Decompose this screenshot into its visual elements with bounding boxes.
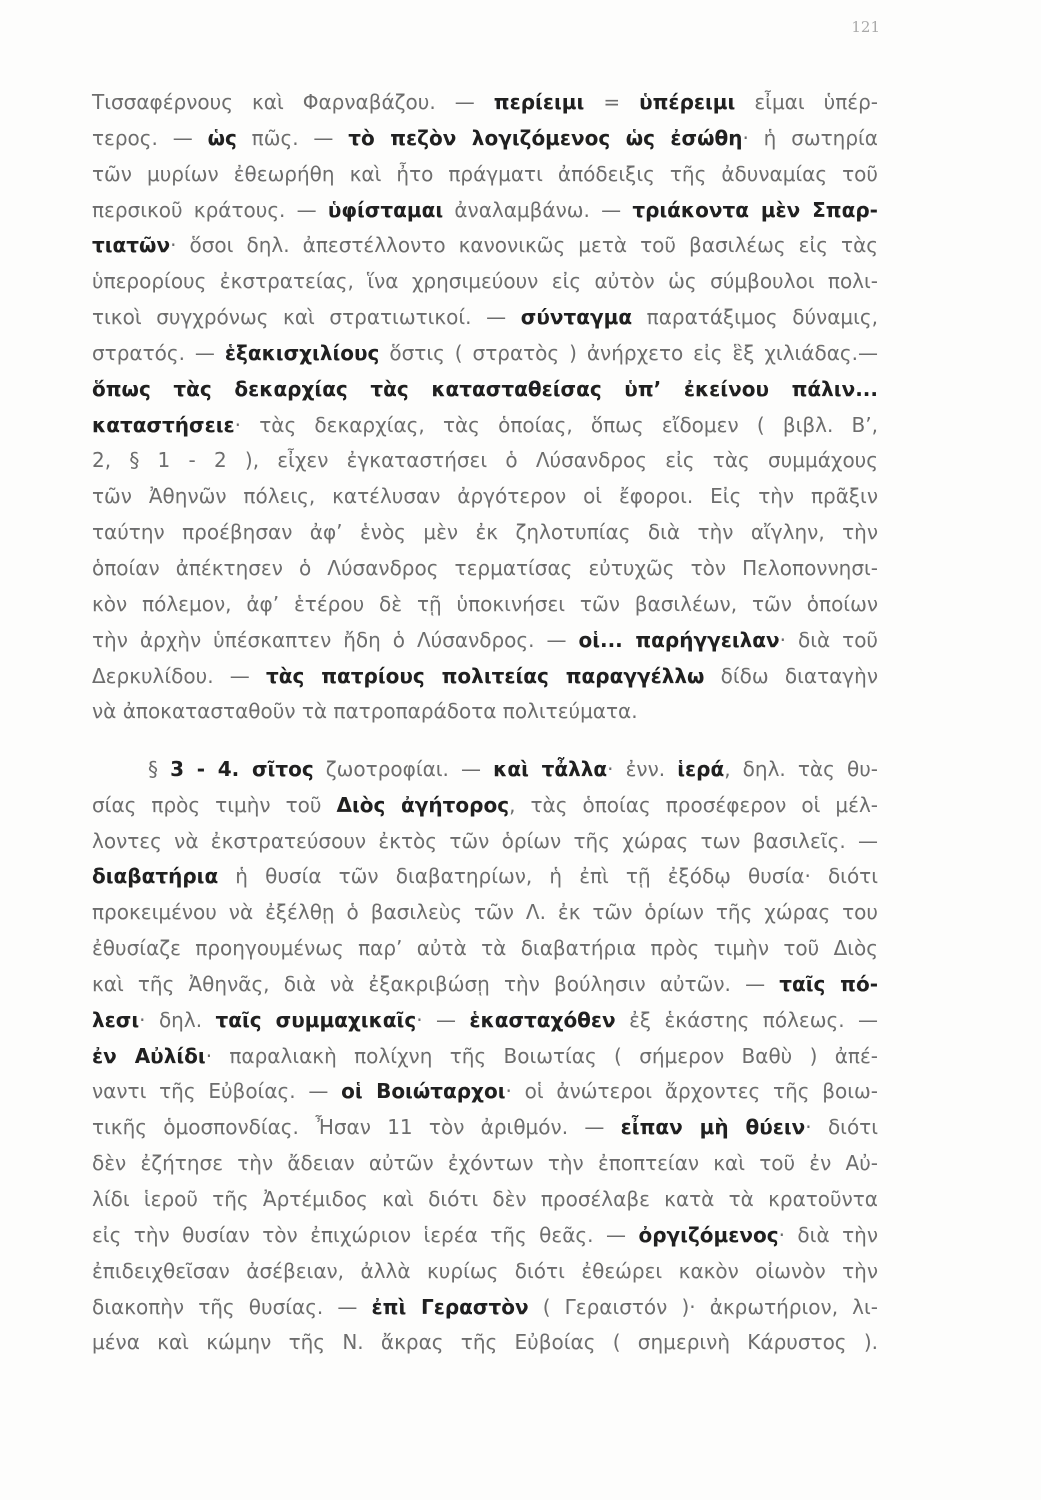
text-line <box>92 1182 878 1218</box>
line-content <box>92 157 878 193</box>
text-line <box>92 694 878 730</box>
commentary-text: · — <box>416 1007 470 1032</box>
commentary-text: τὴν ἀρχὴν ὑπέσκαπτεν ἤδη ὁ Λύσανδρος. — <box>92 627 579 652</box>
commentary-text: ναντι τῆς Εὐβοίας. — <box>92 1079 342 1104</box>
commentary-text: λοντες νὰ ἐκστρατεύσουν ἐκτὸς τῶν ὁρίων τῆς χώρας των βασιλεῖς. — <box>92 828 878 853</box>
line-content <box>92 408 878 444</box>
commentary-text: δὲν ἐζήτησε τὴν ἄδειαν αὐτῶν ἐχόντων τὴν ἐποπτείαν καὶ τοῦ ἐν Αὐ- <box>92 1151 878 1176</box>
lemma: ταῖς πό- <box>779 971 878 996</box>
commentary-text: Δερκυλίδου. — <box>92 663 267 688</box>
lemma: καταστήσειε <box>92 412 235 437</box>
commentary-text: κὸν πόλεμον, ἀφ’ ἑτέρου δὲ τῇ ὑποκινήσει τῶν βασιλέων, τῶν ὁποίων <box>92 591 878 616</box>
line-content <box>92 515 878 551</box>
commentary-text: · διὰ τοῦ <box>779 627 878 652</box>
text-line <box>92 1074 878 1110</box>
line-content <box>92 1039 878 1075</box>
text-line <box>92 788 878 824</box>
line-content <box>92 300 878 336</box>
line-content <box>92 264 878 300</box>
line-content <box>92 659 878 695</box>
commentary-text: · οἱ ἀνώτεροι ἄρχοντες τῆς βοιω- <box>505 1079 878 1104</box>
text-line <box>92 1325 878 1361</box>
text-line <box>92 443 878 479</box>
text-line <box>92 587 878 623</box>
line-content <box>92 1254 878 1290</box>
line-content <box>92 121 878 157</box>
commentary-text: , δηλ. τὰς θυ- <box>724 756 878 781</box>
text-line <box>92 1003 878 1039</box>
commentary-text: διακοπὴν τῆς θυσίας. — <box>92 1294 372 1319</box>
commentary-text: ζωοτροφίαι. — <box>313 756 494 781</box>
text-line <box>92 408 878 444</box>
commentary-text: = <box>584 90 640 114</box>
lemma: τὰς πατρίους πολιτείας παραγγέλλω <box>266 663 705 688</box>
line-content <box>92 587 878 623</box>
commentary-text: · ἐνν. <box>607 756 678 781</box>
lemma: εἶπαν μὴ θύειν <box>620 1115 806 1140</box>
text-line <box>92 895 878 931</box>
commentary-text: νὰ ἀποκατασταθοῦν τὰ πατροπαράδοτα πολιτεύματα. <box>92 699 638 724</box>
text-line <box>92 479 878 515</box>
commentary-text: μένα καὶ κώμην τῆς Ν. ἄκρας τῆς Εὐβοίας ( σημερινὴ Κάρυστος ). <box>92 1330 878 1355</box>
line-content <box>92 1325 878 1361</box>
commentary-text: εἶμαι ὑπέρ- <box>735 90 878 114</box>
lemma: διαβατήρια <box>92 864 219 889</box>
commentary-text: · ἡ σωτηρία <box>742 125 878 150</box>
text-line <box>92 336 878 372</box>
lemma: ἐπὶ Γεραστὸν <box>371 1294 529 1319</box>
commentary-text: ταύτην προέβησαν ἀφ’ ἑνὸς μὲν ἐκ ζηλοτυπίας διὰ τὴν αἴγλην, τὴν <box>92 520 878 545</box>
line-content <box>92 193 878 229</box>
commentary-text: προκειμένου νὰ ἐξέλθῃ ὁ βασιλεὺς τῶν Λ. ἐκ τῶν ὁρίων τῆς χώρας του <box>92 900 878 925</box>
commentary-text: · δηλ. <box>139 1007 216 1032</box>
commentary-text: περσικοῦ κράτους. — <box>92 197 328 222</box>
text-line <box>92 659 878 695</box>
commentary-text: τῶν μυρίων ἐθεωρήθη καὶ ἦτο πράγματι ἀπόδειξις τῆς ἀδυναμίας τοῦ <box>92 161 878 186</box>
lemma: Διὸς ἀγήτορος <box>336 792 510 817</box>
lemma: ὡς <box>207 125 237 150</box>
text-line <box>92 193 878 229</box>
text-line <box>92 551 878 587</box>
lemma: τὸ πεζὸν λογιζόμενος ὡς ἐσώθη <box>348 125 743 150</box>
text-line <box>92 1110 878 1146</box>
line-content <box>92 336 878 372</box>
lemma: λεσι <box>92 1007 140 1032</box>
lemma: ἑξακισχιλίους <box>224 340 380 365</box>
commentary-text: ἡ θυσία τῶν διαβατηρίων, ἡ ἐπὶ τῇ ἐξόδῳ θυσία· διότι <box>218 864 878 889</box>
line-content <box>92 1290 878 1326</box>
commentary-text: λίδι ἱεροῦ τῆς Ἀρτέμιδος καὶ διότι δὲν προσέλαβε κατὰ τὰ κρατοῦντα <box>92 1187 878 1211</box>
line-content <box>92 1074 878 1110</box>
text-line <box>92 264 878 300</box>
line-content <box>92 443 878 479</box>
lemma: ὑφίσταμαι <box>327 197 444 222</box>
text-line <box>92 859 878 895</box>
text-line <box>92 1254 878 1290</box>
lemma: περίειμι <box>493 90 585 114</box>
commentary-text: τερος. — <box>92 125 208 150</box>
commentary-text: ὁποίαν ἀπέκτησεν ὁ Λύσανδρος τερματίσας εὐτυχῶς τὸν Πελοποννησι- <box>92 555 878 580</box>
commentary-text: ἐξ ἑκάστης πόλεως. — <box>615 1007 878 1032</box>
line-content <box>92 1003 878 1039</box>
commentary-text: εἰς τὴν θυσίαν τὸν ἐπιχώριον ἱερέα τῆς θεᾶς. — <box>92 1222 639 1247</box>
commentary-text: ( Γεραιστόν )· ἀκρωτήριον, λι- <box>528 1294 878 1319</box>
commentary-text: ἐθυσίαζε προηγουμένως παρ’ αὐτὰ τὰ διαβατήρια πρὸς τιμὴν τοῦ Διὸς <box>92 936 878 961</box>
text-line <box>92 515 878 551</box>
line-content <box>148 752 878 788</box>
text-line <box>92 1146 878 1182</box>
lemma: 3 - 4. σῖτος <box>170 756 314 781</box>
commentary-text: πῶς. — <box>236 125 349 150</box>
lemma: οἱ... παρήγγειλαν <box>578 627 780 652</box>
text-line <box>92 157 878 193</box>
paragraph <box>92 752 878 1361</box>
lemma: τριάκοντα μὲν Σπαρ- <box>632 197 878 222</box>
line-content <box>92 1146 878 1182</box>
commentary-text: · τὰς δεκαρχίας, τὰς ὁποίας, ὅπως εἴδομεν ( βιβλ. Β’, <box>234 412 878 437</box>
commentary-text: στρατός. — <box>92 340 225 365</box>
line-content <box>92 824 878 860</box>
line-content <box>92 967 878 1003</box>
commentary-text: 2, § 1 - 2 ), εἶχεν ἐγκαταστήσει ὁ Λύσανδρος εἰς τὰς συμμάχους <box>92 448 878 473</box>
line-content <box>92 788 878 824</box>
commentary-text: δίδω διαταγὴν <box>704 663 878 688</box>
line-content <box>92 1110 878 1146</box>
commentary-text: καὶ τῆς Ἀθηνᾶς, διὰ νὰ ἐξακριβώσῃ τὴν βούλησιν αὐτῶν. — <box>92 971 780 996</box>
text-line <box>92 1039 878 1075</box>
line-content <box>92 859 878 895</box>
line-content <box>92 895 878 931</box>
line-content <box>92 1218 878 1254</box>
commentary-text: · διότι <box>805 1115 878 1140</box>
line-content <box>92 931 878 967</box>
line-content <box>92 623 878 659</box>
text-line <box>92 824 878 860</box>
text-line <box>92 300 878 336</box>
text-line <box>92 931 878 967</box>
lemma: ἐν Αὐλίδι <box>92 1043 206 1068</box>
commentary-text: , τὰς ὁποίας προσέφερον οἱ μέλ- <box>509 792 878 817</box>
commentary-text: σίας πρὸς τιμὴν τοῦ <box>92 792 337 817</box>
paragraph <box>92 85 878 730</box>
text-line <box>92 967 878 1003</box>
lemma: ὑπέρειμι <box>639 90 736 114</box>
text-line <box>92 752 878 788</box>
text-line <box>92 85 878 121</box>
line-content <box>92 551 878 587</box>
lemma: καὶ τἆλλα <box>493 756 608 781</box>
commentary-text: ὅστις ( στρατὸς ) ἀνήρχετο εἰς ἓξ χιλιάδας.— <box>379 340 878 365</box>
commentary-text: · παραλιακὴ πολίχνη τῆς Βοιωτίας ( σήμερον Βαθὺ ) ἀπέ- <box>205 1043 879 1068</box>
line-content <box>92 85 878 121</box>
commentary-text: ἀναλαμβάνω. — <box>443 197 633 222</box>
line-content <box>92 694 638 730</box>
lemma: σύνταγμα <box>520 305 633 330</box>
lemma: τιατῶν <box>92 233 171 258</box>
lemma: οἱ Βοιώταρχοι <box>341 1079 506 1104</box>
text-line <box>92 1218 878 1254</box>
line-content <box>92 479 878 515</box>
text-line <box>92 228 878 264</box>
commentary-text: · ὅσοι δηλ. ἀπεστέλλοντο κανονικῶς μετὰ τοῦ βασιλέως εἰς τὰς <box>170 233 878 258</box>
commentary-text: ἐπιδειχθεῖσαν ἀσέβειαν, ἀλλὰ κυρίως διότι ἐθεώρει κακὸν οἰωνὸν τὴν <box>92 1258 878 1283</box>
line-content <box>92 372 878 408</box>
text-line <box>92 623 878 659</box>
commentary-text: τικῆς ὁμοσπονδίας. Ἦσαν 11 τὸν ἀριθμόν. — <box>92 1115 621 1140</box>
commentary-text: τικοὶ συγχρόνως καὶ στρατιωτικοί. — <box>92 305 521 330</box>
commentary-body <box>92 85 878 1361</box>
text-line <box>92 121 878 157</box>
lemma: ὅπως τὰς δεκαρχίας τὰς κατασταθείσας ὑπ’ ἐκείνου πάλιν... <box>92 376 878 401</box>
commentary-text: τῶν Ἀθηνῶν πόλεις, κατέλυσαν ἀργότερον οἱ ἔφοροι. Εἰς τὴν πρᾶξιν <box>92 484 878 509</box>
text-line <box>92 372 878 408</box>
page-number: 121 <box>851 18 880 36</box>
commentary-text: § <box>148 756 171 781</box>
commentary-text: ὑπερορίους ἐκστρατείας, ἵνα χρησιμεύουν εἰς αὐτὸν ὡς σύμβουλοι πολι- <box>92 269 878 294</box>
commentary-text: · διὰ τὴν <box>778 1222 878 1247</box>
text-line <box>92 1290 878 1326</box>
line-content <box>92 1182 878 1218</box>
commentary-text: παρατάξιμος δύναμις, <box>632 305 878 330</box>
lemma: ταῖς συμμαχικαῖς <box>215 1007 417 1032</box>
lemma: ἑκασταχόθεν <box>469 1007 616 1032</box>
commentary-text: Τισσαφέρνους καὶ Φαρναβάζου. — <box>92 90 494 114</box>
line-content <box>92 228 878 264</box>
lemma: ἱερά <box>677 756 725 781</box>
lemma: ὀργιζόμενος <box>638 1222 779 1247</box>
